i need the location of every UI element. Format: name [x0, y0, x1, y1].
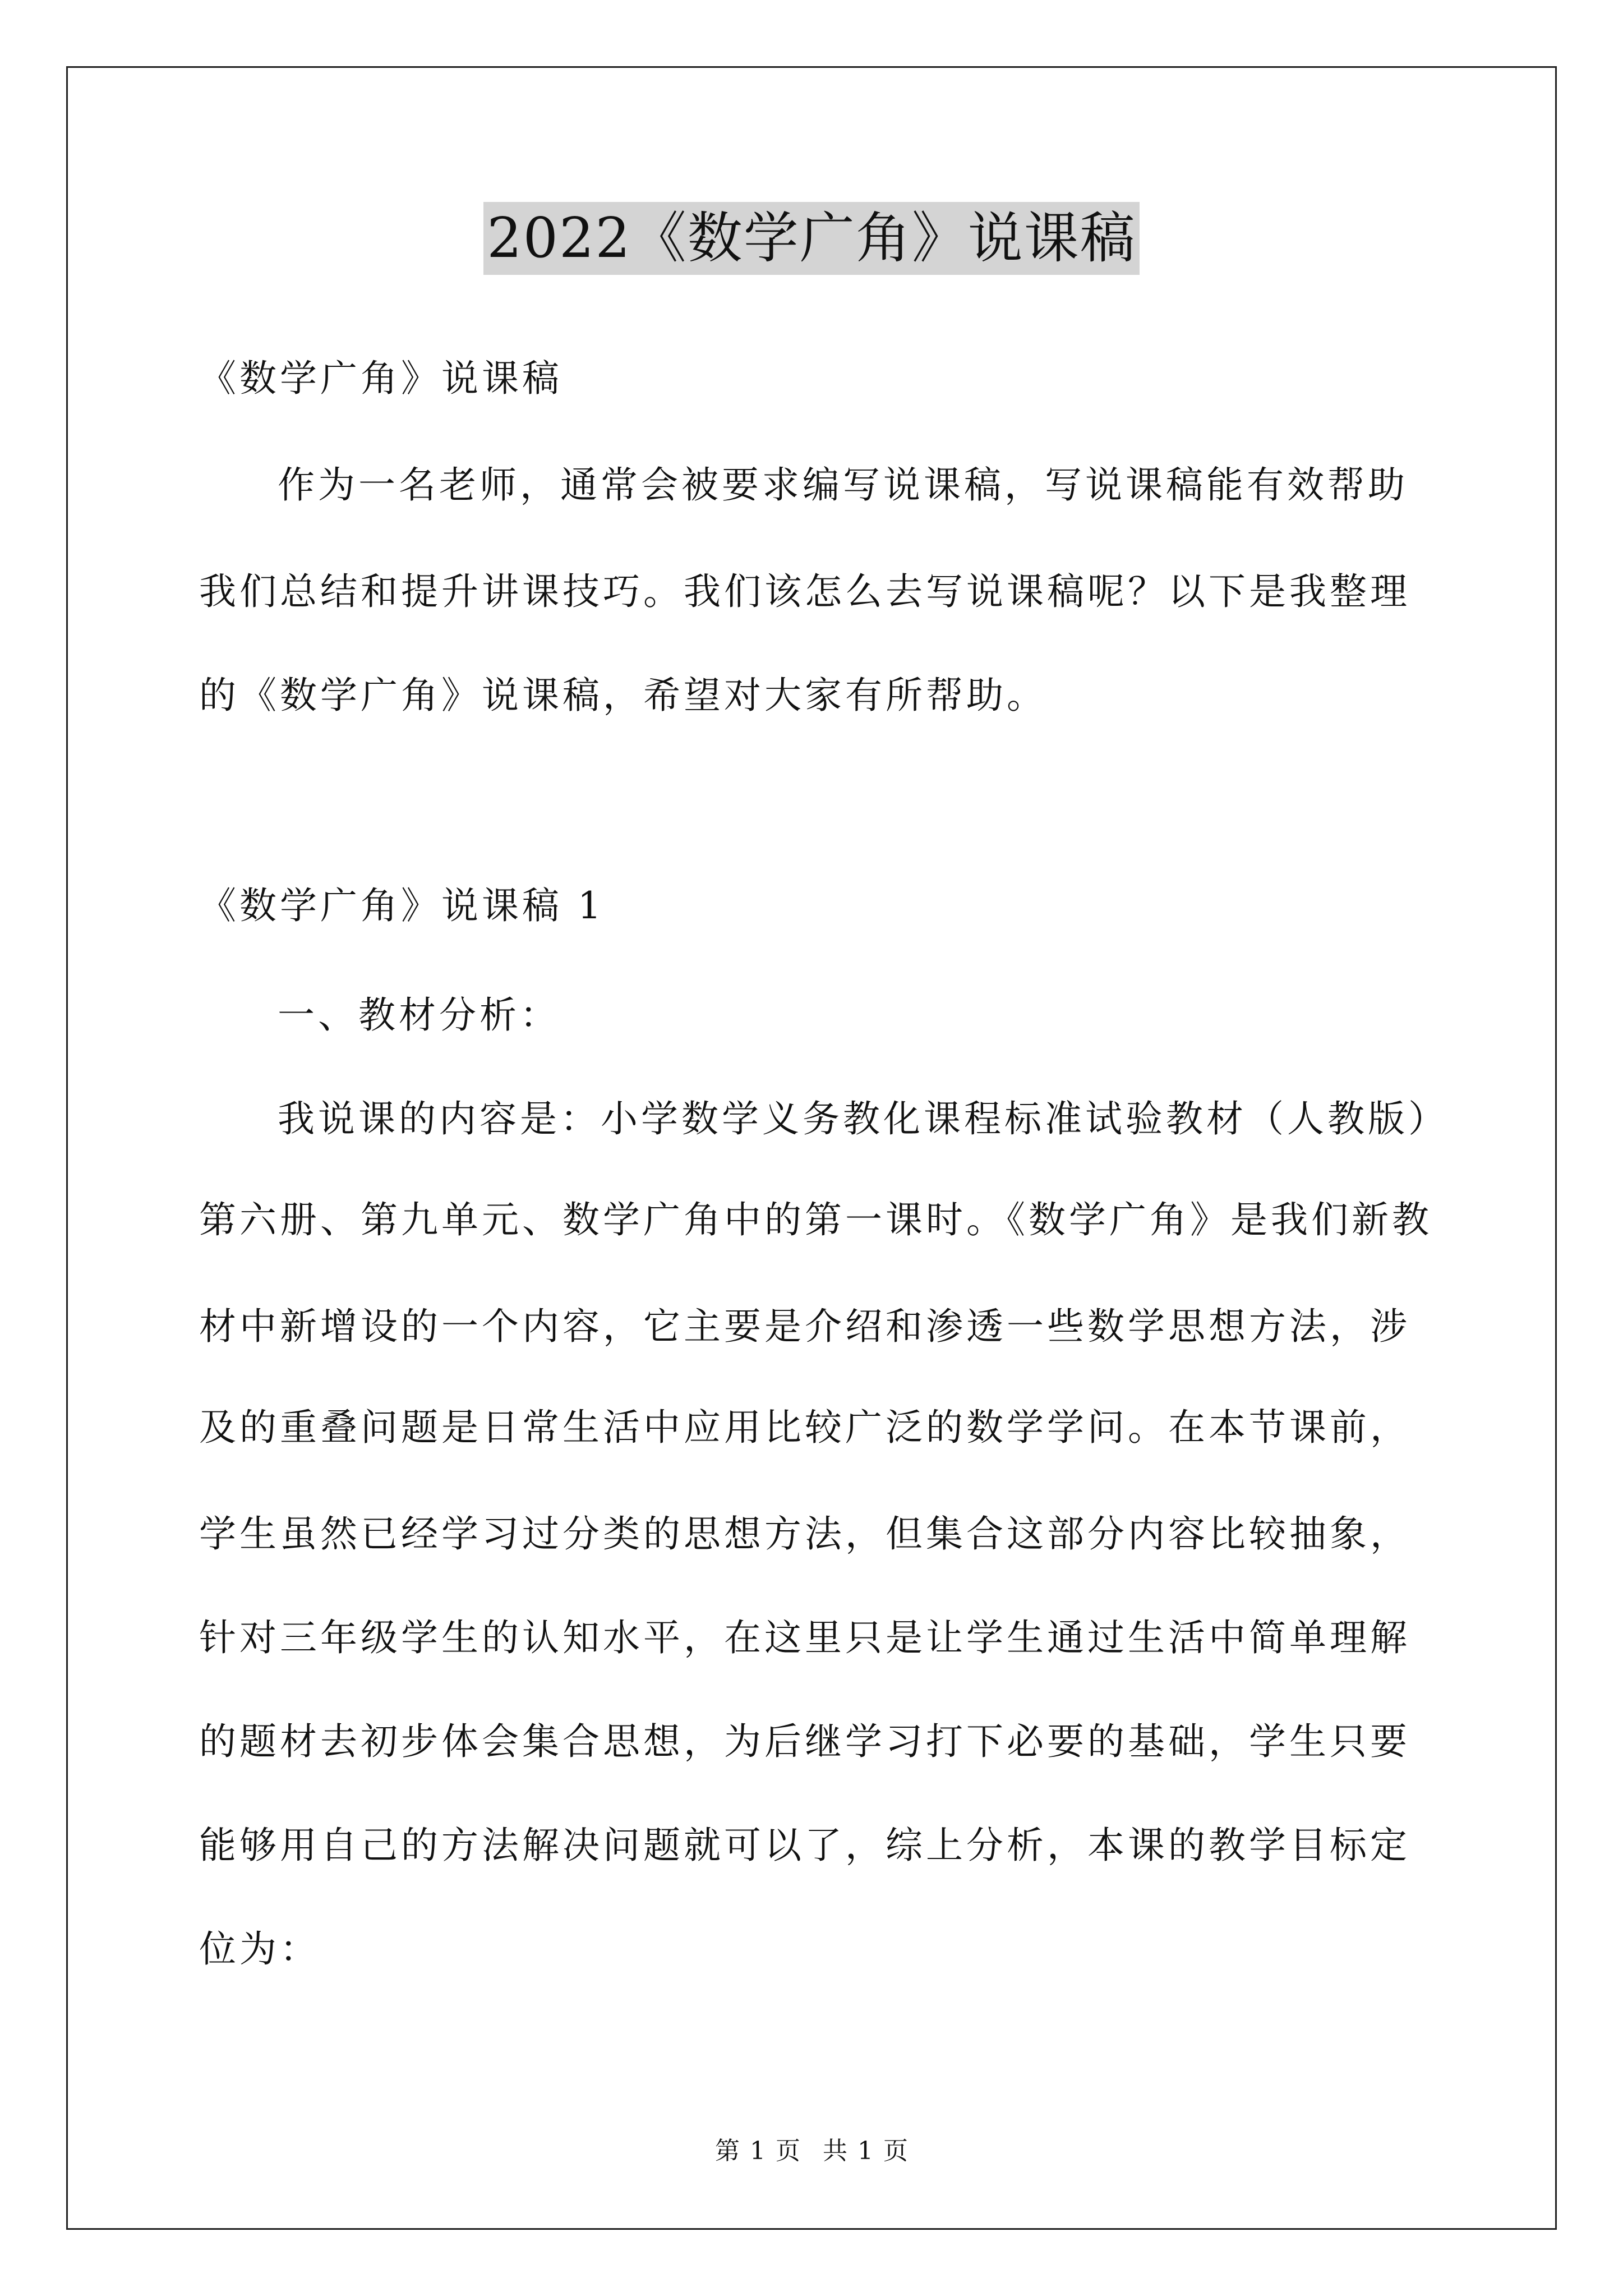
- page-total: 共 1 页: [823, 2137, 908, 2165]
- body-line: 学生虽然已经学习过分类的思想方法，但集合这部分内容比较抽象，: [199, 1512, 1410, 1556]
- body-line: 第六册、第九单元、数学广角中的第一课时。《数学广角》是我们新教: [199, 1198, 1432, 1241]
- subtitle-heading: 《数学广角》说课稿: [199, 357, 562, 400]
- intro-line: 我们总结和提升讲课技巧。我们该怎么去写说课稿呢？以下是我整理: [199, 570, 1410, 613]
- body-line: 及的重叠问题是日常生活中应用比较广泛的数学学问。在本节课前，: [199, 1406, 1410, 1449]
- page-number: 第 1 页: [715, 2137, 800, 2165]
- body-line: 能够用自己的方法解决问题就可以了，综上分析，本课的教学目标定: [199, 1824, 1410, 1867]
- body-line: 材中新增设的一个内容，它主要是介绍和渗透一些数学思想方法，涉: [199, 1305, 1410, 1348]
- document-title-text: 2022《数学广角》说课稿: [483, 202, 1139, 275]
- document-title: [0, 202, 1623, 275]
- intro-line: 的《数学广角》说课稿，希望对大家有所帮助。: [199, 674, 1047, 717]
- page-footer: [0, 2134, 1623, 2168]
- section-title: 一、教材分析：: [278, 993, 560, 1037]
- body-line: 针对三年级学生的认知水平，在这里只是让学生通过生活中简单理解: [199, 1616, 1410, 1659]
- body-line: 位为：: [199, 1927, 320, 1971]
- body-line: 我说课的内容是：小学数学义务教化课程标准试验教材（人教版）: [278, 1097, 1449, 1140]
- intro-line: 作为一名老师，通常会被要求编写说课稿，写说课稿能有效帮助: [278, 463, 1408, 507]
- section-heading: 《数学广角》说课稿 1: [199, 884, 605, 927]
- body-line: 的题材去初步体会集合思想，为后继学习打下必要的基础，学生只要: [199, 1720, 1410, 1763]
